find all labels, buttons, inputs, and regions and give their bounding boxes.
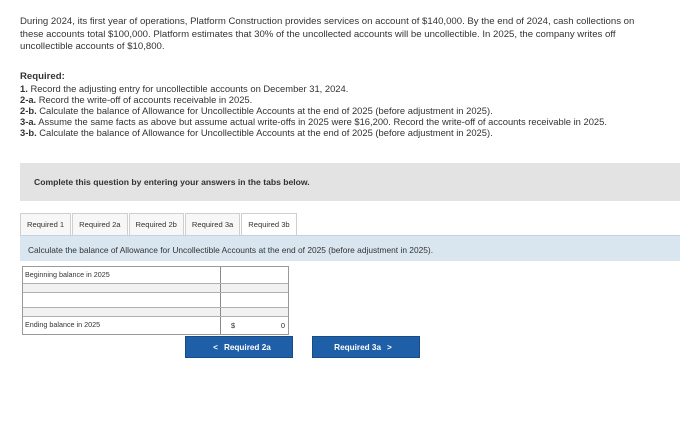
required-item-number: 2-a. xyxy=(20,94,37,105)
required-item-text: Record the write-off of accounts receivable in 2025. xyxy=(38,94,253,105)
required-item-text: Calculate the balance of Allowance for Uncollectible Accounts at the end of 2025 (before adjustment in 2025). xyxy=(39,105,493,116)
required-item-number: 3-b. xyxy=(20,127,37,138)
next-button-label: Required 3a xyxy=(334,342,382,352)
tab-panel-header xyxy=(20,235,680,261)
spacer-cell xyxy=(243,284,288,292)
required-item-3b xyxy=(20,127,660,138)
required-item-1 xyxy=(20,83,660,94)
entry-1-label-input[interactable] xyxy=(23,293,221,307)
required-item-text: Calculate the balance of Allowance for Uncollectible Accounts at the end of 2025 (before adjustment in 2025). xyxy=(39,127,493,138)
ledger-row-spacer xyxy=(23,308,288,317)
spacer-label xyxy=(23,284,221,292)
required-item-2a xyxy=(20,94,660,105)
required-item-number: 2-b. xyxy=(20,105,37,116)
required-heading: Required: xyxy=(20,71,65,82)
required-item-number: 1. xyxy=(20,83,28,94)
entry-1-dollar xyxy=(221,293,243,307)
chevron-left-icon: < xyxy=(213,342,218,352)
ending-balance-label: Ending balance in 2025 xyxy=(23,317,221,334)
required-item-2b xyxy=(20,105,660,116)
required-item-text: Record the adjusting entry for uncollectible accounts on December 31, 2024. xyxy=(30,83,349,94)
tab-required-3a[interactable]: Required 3a xyxy=(185,213,240,235)
spacer-label xyxy=(23,308,221,316)
allowance-ledger-table xyxy=(22,266,289,335)
required-item-number: 3-a. xyxy=(20,116,37,127)
tab-required-2a[interactable]: Required 2a xyxy=(72,213,127,235)
required-item-3a xyxy=(20,116,660,127)
prev-required-button[interactable] xyxy=(185,336,293,358)
problem-intro: During 2024, its first year of operations, Platform Construction provides services on account of $140,000. By the end of 2024, cash collections on these accounts total $100,000. Platform estimates that 30% of the uncollected accounts will be uncollectible. In 2025, the company writes off uncollectible accounts of $10,800. xyxy=(20,16,635,52)
required-item-text: Assume the same facts as above but assume actual write-offs in 2025 were $16,200. Record the write-off of accounts receivable in 2025. xyxy=(38,116,607,127)
tab-required-2b[interactable]: Required 2b xyxy=(129,213,184,235)
ending-dollar-sign: $ xyxy=(231,321,236,330)
spacer-cell xyxy=(243,308,288,316)
instructions-text: Complete this question by entering your answers in the tabs below. xyxy=(34,177,310,187)
ledger-row-ending xyxy=(23,317,288,334)
ledger-row-spacer xyxy=(23,284,288,293)
required-list xyxy=(20,83,660,138)
tab-required-3b[interactable]: Required 3b xyxy=(241,213,296,235)
ledger-row-entry-1 xyxy=(23,293,288,308)
chevron-right-icon: > xyxy=(387,342,392,352)
spacer-dollar xyxy=(221,284,243,292)
prev-button-label: Required 2a xyxy=(223,342,271,352)
instructions-box xyxy=(20,163,680,201)
tab-required-1[interactable]: Required 1 xyxy=(20,213,71,235)
panel-instruction: Calculate the balance of Allowance for Uncollectible Accounts at the end of 2025 (before adjustment in 2025). xyxy=(28,245,434,255)
beginning-balance-label: Beginning balance in 2025 xyxy=(23,267,221,283)
beginning-dollar-cell xyxy=(221,267,243,283)
ending-balance-value: 0 xyxy=(280,321,285,330)
next-required-button[interactable] xyxy=(312,336,420,358)
ledger-row-beginning xyxy=(23,267,288,284)
tab-bar xyxy=(20,213,298,235)
spacer-dollar xyxy=(221,308,243,316)
beginning-balance-input[interactable] xyxy=(243,267,288,283)
entry-1-amount-input[interactable] xyxy=(243,293,288,307)
